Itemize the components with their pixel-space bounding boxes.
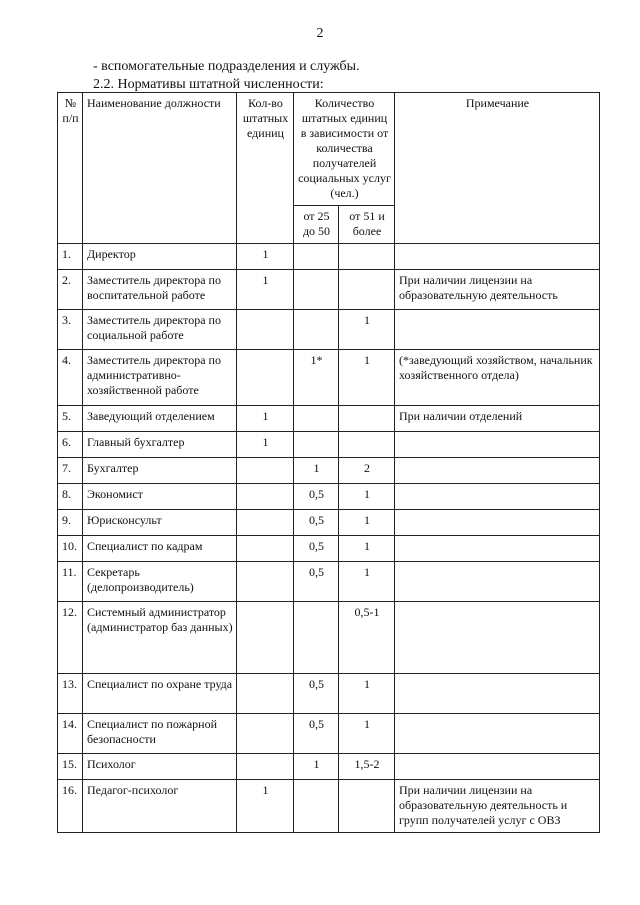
range-51-more-cell	[339, 432, 395, 458]
note-cell: (*заведующий хозяйством, начальник хозяйственного отдела)	[395, 350, 600, 406]
row-number-cell: 11.	[58, 562, 83, 602]
note-cell	[395, 536, 600, 562]
units-cell	[237, 458, 294, 484]
range-25-50-cell: 0,5	[294, 714, 339, 754]
range-51-more-cell: 1	[339, 714, 395, 754]
header-note: Примечание	[395, 93, 600, 244]
intro-line-services: - вспомогательные подразделения и службы.	[93, 59, 360, 74]
row-number-cell: 8.	[58, 484, 83, 510]
row-number-cell: 3.	[58, 310, 83, 350]
range-25-50-cell: 0,5	[294, 562, 339, 602]
note-cell	[395, 458, 600, 484]
range-51-more-cell: 1	[339, 350, 395, 406]
table-row	[58, 432, 600, 458]
table-row	[58, 674, 600, 714]
table-row	[58, 714, 600, 754]
row-number-cell: 12.	[58, 602, 83, 674]
range-25-50-cell: 0,5	[294, 510, 339, 536]
row-number-cell: 16.	[58, 780, 83, 833]
range-51-more-cell: 1	[339, 484, 395, 510]
position-name-cell: Педагог-психолог	[83, 780, 237, 833]
note-cell	[395, 244, 600, 270]
position-name-cell: Секретарь (делопроизводитель)	[83, 562, 237, 602]
range-25-50-cell	[294, 310, 339, 350]
position-name-cell: Заместитель директора по административно-хозяйственной работе	[83, 350, 237, 406]
units-cell	[237, 562, 294, 602]
header-range-51-more: от 51 и более	[339, 206, 395, 244]
range-51-more-cell: 1	[339, 562, 395, 602]
header-num: № п/п	[58, 93, 83, 244]
range-51-more-cell: 1	[339, 536, 395, 562]
table-row	[58, 310, 600, 350]
position-name-cell: Специалист по кадрам	[83, 536, 237, 562]
table-row	[58, 458, 600, 484]
range-25-50-cell: 1*	[294, 350, 339, 406]
row-number-cell: 1.	[58, 244, 83, 270]
range-51-more-cell: 0,5-1	[339, 602, 395, 674]
units-cell	[237, 310, 294, 350]
units-cell	[237, 754, 294, 780]
units-cell	[237, 714, 294, 754]
row-number-cell: 9.	[58, 510, 83, 536]
table-row	[58, 602, 600, 674]
position-name-cell: Бухгалтер	[83, 458, 237, 484]
position-name-cell: Главный бухгалтер	[83, 432, 237, 458]
position-name-cell: Заведующий отделением	[83, 406, 237, 432]
note-cell	[395, 310, 600, 350]
note-cell	[395, 432, 600, 458]
range-51-more-cell: 1,5-2	[339, 754, 395, 780]
range-25-50-cell: 0,5	[294, 484, 339, 510]
units-cell: 1	[237, 780, 294, 833]
table-row	[58, 350, 600, 406]
range-25-50-cell	[294, 602, 339, 674]
row-number-cell: 15.	[58, 754, 83, 780]
range-25-50-cell	[294, 432, 339, 458]
table-row	[58, 484, 600, 510]
position-name-cell: Психолог	[83, 754, 237, 780]
row-number-cell: 5.	[58, 406, 83, 432]
table-row	[58, 780, 600, 833]
note-cell	[395, 674, 600, 714]
header-range-25-50: от 25 до 50	[294, 206, 339, 244]
section-heading: 2.2. Нормативы штатной численности:	[93, 77, 324, 92]
table-row	[58, 406, 600, 432]
table-row	[58, 754, 600, 780]
range-51-more-cell	[339, 780, 395, 833]
position-name-cell: Системный администратор (администратор баз данных)	[83, 602, 237, 674]
header-units: Кол-во штатных единиц	[237, 93, 294, 244]
units-cell	[237, 674, 294, 714]
table-header	[58, 93, 600, 244]
units-cell	[237, 484, 294, 510]
range-51-more-cell	[339, 406, 395, 432]
table-row	[58, 244, 600, 270]
units-cell	[237, 536, 294, 562]
row-number-cell: 4.	[58, 350, 83, 406]
units-cell: 1	[237, 406, 294, 432]
position-name-cell: Специалист по охране труда	[83, 674, 237, 714]
page-number: 2	[316, 26, 324, 41]
table-row	[58, 270, 600, 310]
range-51-more-cell	[339, 270, 395, 310]
range-25-50-cell: 1	[294, 458, 339, 484]
row-number-cell: 10.	[58, 536, 83, 562]
position-name-cell: Заместитель директора по воспитательной работе	[83, 270, 237, 310]
staffing-table	[57, 92, 600, 833]
range-25-50-cell	[294, 406, 339, 432]
table-row	[58, 510, 600, 536]
note-cell	[395, 510, 600, 536]
range-25-50-cell: 1	[294, 754, 339, 780]
range-51-more-cell: 1	[339, 510, 395, 536]
range-51-more-cell: 2	[339, 458, 395, 484]
header-position-name: Наименование должности	[83, 93, 237, 244]
range-51-more-cell: 1	[339, 310, 395, 350]
note-cell	[395, 484, 600, 510]
position-name-cell: Экономист	[83, 484, 237, 510]
range-25-50-cell	[294, 780, 339, 833]
units-cell	[237, 350, 294, 406]
range-25-50-cell: 0,5	[294, 536, 339, 562]
note-cell: При наличии отделений	[395, 406, 600, 432]
position-name-cell: Специалист по пожарной безопасности	[83, 714, 237, 754]
range-25-50-cell	[294, 270, 339, 310]
note-cell	[395, 714, 600, 754]
note-cell	[395, 602, 600, 674]
range-51-more-cell	[339, 244, 395, 270]
row-number-cell: 14.	[58, 714, 83, 754]
row-number-cell: 6.	[58, 432, 83, 458]
units-cell	[237, 510, 294, 536]
note-cell: При наличии лицензии на образовательную деятельность	[395, 270, 600, 310]
table-row	[58, 562, 600, 602]
position-name-cell: Заместитель директора по социальной работе	[83, 310, 237, 350]
row-number-cell: 13.	[58, 674, 83, 714]
units-cell: 1	[237, 270, 294, 310]
range-51-more-cell: 1	[339, 674, 395, 714]
table-body	[58, 244, 600, 833]
table-row	[58, 536, 600, 562]
note-cell: При наличии лицензии на образовательную деятельность и групп получателей услуг с ОВЗ	[395, 780, 600, 833]
units-cell: 1	[237, 432, 294, 458]
units-cell	[237, 602, 294, 674]
row-number-cell: 7.	[58, 458, 83, 484]
note-cell	[395, 562, 600, 602]
range-25-50-cell	[294, 244, 339, 270]
units-cell: 1	[237, 244, 294, 270]
header-dependent-units: Количество штатных единиц в зависимости от количества получателей социальных услуг (чел.)	[294, 93, 395, 206]
position-name-cell: Директор	[83, 244, 237, 270]
note-cell	[395, 754, 600, 780]
range-25-50-cell: 0,5	[294, 674, 339, 714]
row-number-cell: 2.	[58, 270, 83, 310]
position-name-cell: Юрисконсульт	[83, 510, 237, 536]
